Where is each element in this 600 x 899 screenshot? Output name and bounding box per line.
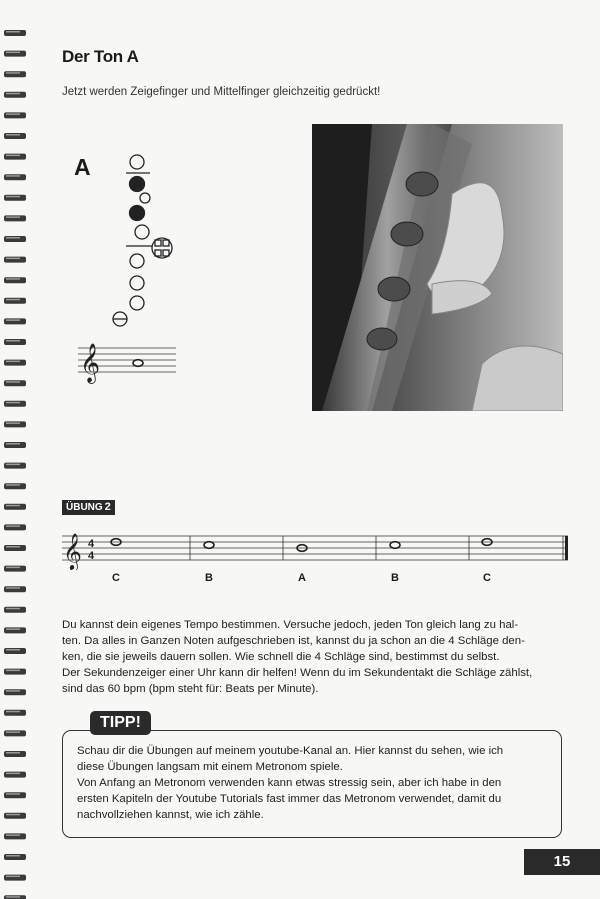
note-label: C [112,572,120,584]
treble-clef-icon: 𝄞 [80,343,101,383]
spiral-ring [4,154,26,160]
spiral-ring [4,174,26,180]
spiral-ring-highlight [6,402,20,404]
spiral-ring-highlight [6,278,20,280]
spiral-ring-highlight [6,361,20,363]
note-label: C [483,572,491,584]
spiral-ring-highlight [6,464,20,466]
spiral-ring [4,607,26,613]
tip-label: TIPP! [90,711,151,735]
tip-line: ersten Kapiteln der Youtube Tutorials fast immer das Metronom verwendet, damit du [77,793,502,805]
spiral-ring-highlight [6,196,20,198]
spiral-ring [4,257,26,263]
spiral-ring [4,813,26,819]
spiral-ring-highlight [6,752,20,754]
spiral-ring [4,360,26,366]
spiral-ring [4,566,26,572]
spiral-ring [4,689,26,695]
spiral-ring-highlight [6,525,20,527]
spiral-ring [4,524,26,530]
body-line: ten. Da alles in Ganzen Noten aufgeschrieben ist, kannst du ja schon an die 4 Schläge den- [62,635,525,647]
spiral-ring-highlight [6,93,20,95]
spiral-ring [4,71,26,77]
spiral-ring [4,463,26,469]
spiral-ring-highlight [6,72,20,74]
note-label: B [205,572,213,584]
spiral-ring-highlight [6,814,20,816]
time-signature-top: 4 [88,538,95,550]
exercise-badge-number: 2 [104,501,111,513]
spiral-ring [4,51,26,57]
note-labels [60,572,570,588]
tip-line: Schau dir die Übungen auf meinem youtube-Kanal an. Hier kannst du sehen, wie ich [77,745,504,757]
spiral-ring-highlight [6,484,20,486]
spiral-ring-highlight [6,319,20,321]
spiral-ring-highlight [6,546,20,548]
page-number: 15 [524,849,600,875]
spiral-ring [4,792,26,798]
spiral-ring [4,669,26,675]
spiral-ring-highlight [6,896,20,898]
spiral-ring [4,195,26,201]
spiral-ring-highlight [6,587,20,589]
spiral-binding [0,0,30,899]
spiral-ring [4,875,26,881]
body-line: Du kannst dein eigenes Tempo bestimmen. Versuche jedoch, jeden Ton gleich lang zu hal- [62,619,519,631]
spiral-ring [4,648,26,654]
spiral-ring-highlight [6,649,20,651]
spiral-ring [4,710,26,716]
spiral-ring [4,298,26,304]
spiral-ring [4,92,26,98]
body-line: Der Sekundenzeiger einer Uhr kann dir helfen! Wenn du im Sekundentakt die Schläge zählst, [62,667,533,679]
spiral-ring-highlight [6,670,20,672]
tip-text [77,743,553,823]
spiral-ring-highlight [6,134,20,136]
spiral-ring-highlight [6,608,20,610]
spiral-ring-highlight [6,443,20,445]
exercise-badge-label: ÜBUNG [66,502,103,513]
spiral-ring-highlight [6,113,20,115]
spiral-ring-highlight [6,731,20,733]
spiral-ring [4,112,26,118]
spiral-ring-highlight [6,52,20,54]
spiral-ring [4,545,26,551]
spiral-ring-highlight [6,31,20,33]
spiral-ring [4,854,26,860]
exercise-badge [62,500,115,515]
whole-note [390,542,400,549]
treble-clef-icon: 𝄞 [63,532,82,570]
spiral-ring-highlight [6,175,20,177]
spiral-ring-highlight [6,505,20,507]
spiral-ring-highlight [6,258,20,260]
spiral-ring-highlight [6,834,20,836]
tip-line: nachvollziehen kannst, wie ich zähle. [77,809,264,821]
body-paragraph [62,617,568,697]
spiral-ring-highlight [6,216,20,218]
note-label: B [391,572,399,584]
spiral-ring [4,730,26,736]
intro-text: Jetzt werden Zeigefinger und Mittelfinger gleichzeitig gedrückt! [62,86,381,98]
spiral-ring-highlight [6,876,20,878]
spiral-ring [4,277,26,283]
spiral-ring [4,751,26,757]
spiral-ring [4,401,26,407]
body-line: sind das 60 bpm (bpm steht für: Beats per Minute). [62,683,319,695]
spiral-ring-highlight [6,299,20,301]
spiral-ring [4,339,26,345]
spiral-ring-highlight [6,793,20,795]
tip-line: Von Anfang an Metronom verwenden kann etwas stressig sein, aber ich habe in den [77,777,502,789]
spiral-ring [4,133,26,139]
spiral-ring-highlight [6,340,20,342]
spiral-ring [4,30,26,36]
note-head [133,360,143,367]
spiral-ring [4,215,26,221]
spiral-ring-highlight [6,690,20,692]
spiral-ring-highlight [6,628,20,630]
spiral-ring [4,318,26,324]
spiral-ring [4,627,26,633]
mini-staff [76,336,178,388]
exercise-staff [60,528,572,570]
spiral-ring [4,380,26,386]
saxophone-hand-photo [312,124,563,411]
spiral-ring [4,236,26,242]
spiral-ring [4,772,26,778]
spiral-ring-highlight [6,381,20,383]
spiral-ring-highlight [6,237,20,239]
tip-line: diese Übungen langsam mit einem Metronom spiele. [77,761,343,773]
note-letter: A [74,154,91,180]
spiral-ring-highlight [6,567,20,569]
spiral-ring [4,421,26,427]
page-title: Der Ton A [62,47,139,66]
spiral-ring [4,442,26,448]
fingering-chart [110,150,180,330]
spiral-ring-highlight [6,422,20,424]
body-line: ken, die sie jeweils dauern sollen. Wie schnell die 4 Schläge sind, bestimmst du selbst. [62,651,500,663]
spiral-ring [4,586,26,592]
spiral-ring-highlight [6,855,20,857]
spiral-ring [4,504,26,510]
spiral-ring-highlight [6,773,20,775]
spiral-ring-highlight [6,711,20,713]
note-label: A [298,572,306,584]
whole-note [204,542,214,549]
time-signature-bottom: 4 [88,550,95,562]
spiral-ring-highlight [6,155,20,157]
spiral-ring [4,833,26,839]
spiral-ring [4,483,26,489]
